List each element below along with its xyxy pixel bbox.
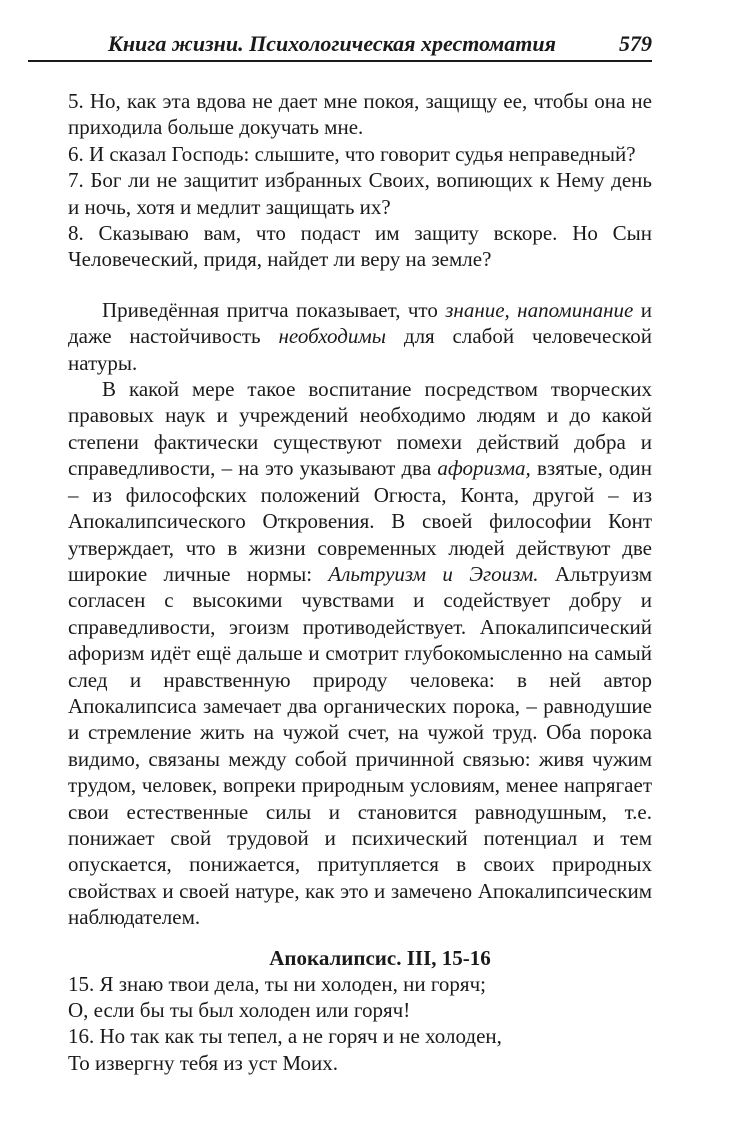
poem-line: О, если бы ты был холоден или горяч! <box>68 998 411 1022</box>
emphasis: знание, напоминание <box>445 297 634 322</box>
emphasis: Альтруизм и Эгоизм. <box>328 561 539 586</box>
poem <box>68 971 652 1077</box>
verse-6: 6. И сказал Господь: слышите, что говорит судья неправедный? <box>68 141 636 166</box>
spacer <box>68 273 652 297</box>
poem-line: 16. Но так как ты тепел, а не горяч и не холоден, <box>68 1024 502 1049</box>
text-run: и даже настойчивость <box>68 297 652 349</box>
emphasis: необходимы <box>278 324 387 349</box>
text-run: для слабой человеческой натуры. <box>68 324 652 375</box>
poem-line: 15. Я знаю твои дела, ты ни холоден, ни горяч; <box>68 971 486 996</box>
poem-line: То извергну тебя из уст Моих. <box>68 1050 338 1075</box>
page-body <box>68 88 652 1076</box>
verse-8: 8. Сказываю вам, что подаст им защиту вскоре. Но Сын Человеческий, придя, найдет ли веру на земле? <box>68 221 652 272</box>
text-run: В какой мере такое воспитание посредством творческих правовых наук и учреждений необходимо людям и до какой степени фактически существуют помехи действий добра и справедливости, – на это указывают два <box>68 377 652 481</box>
emphasis: афоризма, <box>437 456 531 481</box>
paragraph-parable <box>68 297 652 376</box>
text-run: Приведённая притча показывает, что <box>102 297 446 322</box>
paragraph-aphorisms <box>68 376 652 931</box>
verse-5: 5. Но, как эта вдова не дает мне покоя, защищу ее, чтобы она не приходила больше докучать мне. <box>68 89 652 140</box>
section-title: Апокалипсис. III, 15-16 <box>269 945 491 970</box>
text-run: Альтруизм согласен с высокими чувствами и содействует добру и справедливости, эгоизм противодействует. Апокалипсический афоризм идёт ещё дальше и смотрит глубокомысленно на самый след и нравственную природу человека: в ней автор Апокалипсиса замечает два органических порока, – равнодушие и стремление жить на чужой счет, на чужой труд. Оба порока видимо, связаны между собой причинной связью: живя чужим трудом, человек, вопреки природным условиям, менее напрягает свои естественные силы и становится равнодушным, т.е. понижает свой трудовой и психический потенциал и тем опускается, понижается, притупляется в своих природных свойствах и своей натуре, как это и замечено Апокалипсическим наблюдателем. <box>68 561 652 930</box>
running-title: Книга жизни. Психологическая хрестоматия <box>107 31 556 56</box>
page-number: 579 <box>619 31 652 56</box>
page-header <box>28 28 652 62</box>
verse-7: 7. Бог ли не защитит избранных Своих, вопиющих к Нему день и ночь, хотя и медлит защищать их? <box>68 168 652 219</box>
text-run: взятые, один – из философских положений Огюста, Конта, другой – из Апокалипсического Откровения. В своей философии Конт утверждает, что в жизни современных людей действуют две широкие личные нормы: <box>68 456 652 586</box>
